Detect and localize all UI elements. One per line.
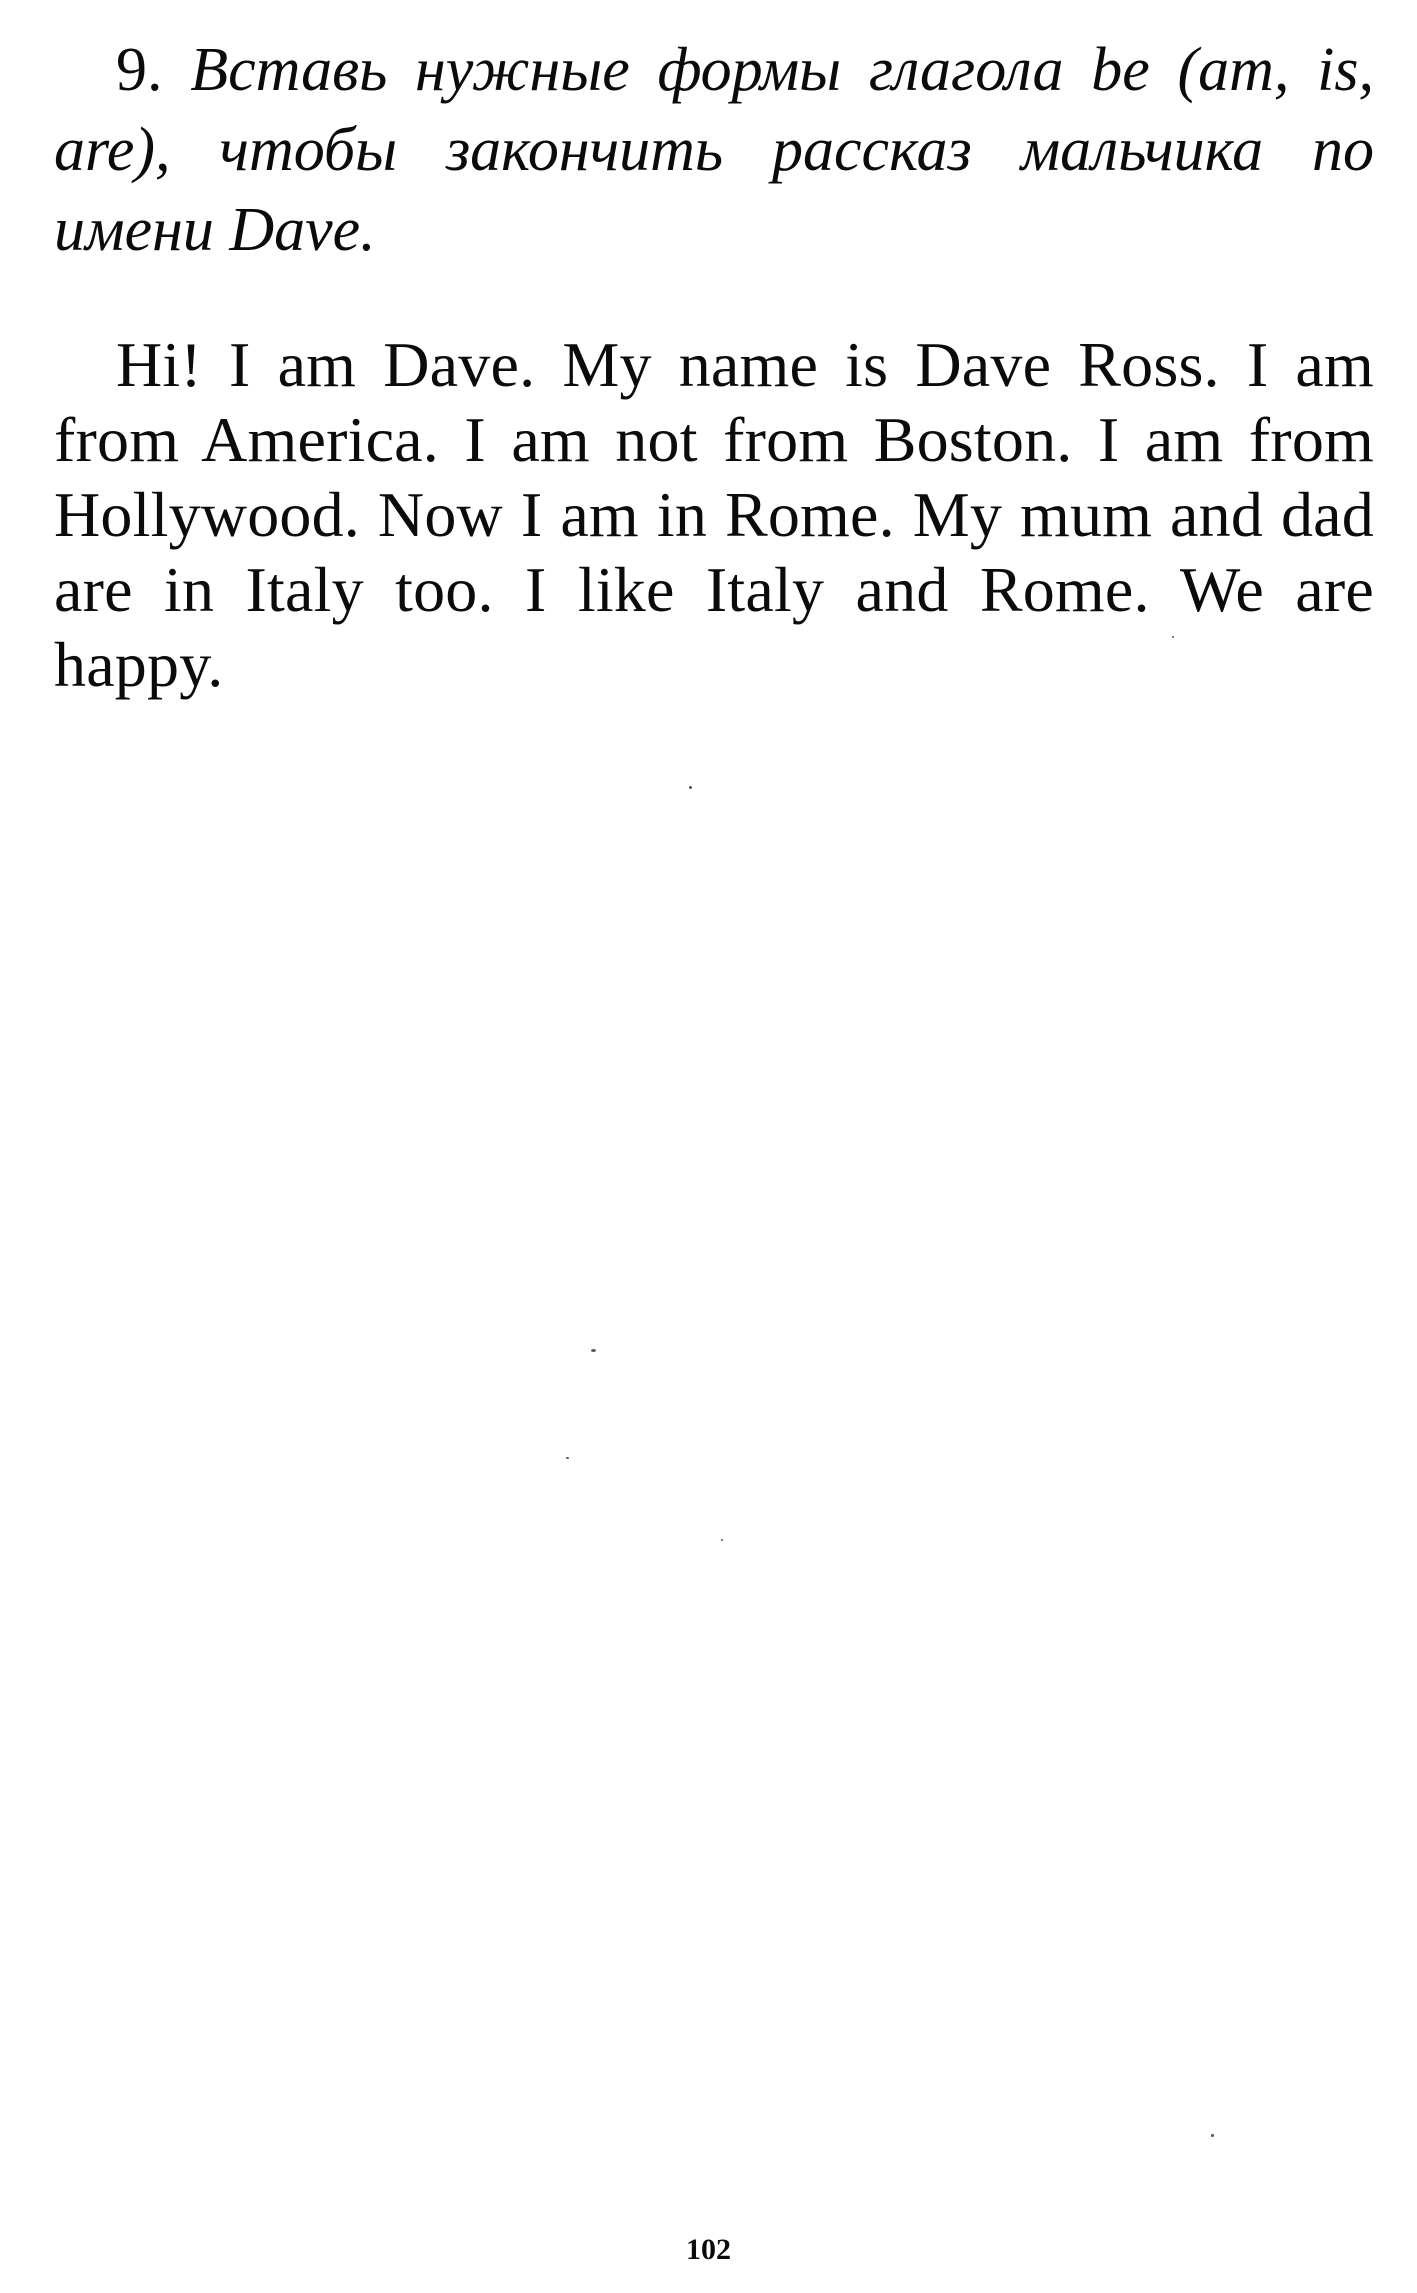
exercise-number: 9. <box>116 36 163 104</box>
exercise-instruction: Вставь нужные формы глагола be (am, is, are), чтобы закончить рассказ мальчика по имени Dave. <box>54 36 1375 264</box>
scan-speck <box>591 1349 596 1352</box>
scan-speck <box>1172 636 1174 638</box>
scan-speck <box>721 1539 723 1541</box>
page-number: 102 <box>686 2233 731 2266</box>
story-paragraph: Hi! I am Dave. My name is Dave Ross. I am from America. I am not from Boston. I am from Hollywood. Now I am in Rome. My mum and dad are in Italy too. I like Italy and Rome. We are happy. <box>54 329 1374 700</box>
scan-speck <box>1211 2134 1214 2137</box>
scan-speck <box>689 786 692 789</box>
exercise-heading <box>54 30 1374 270</box>
scan-speck <box>566 1457 569 1459</box>
